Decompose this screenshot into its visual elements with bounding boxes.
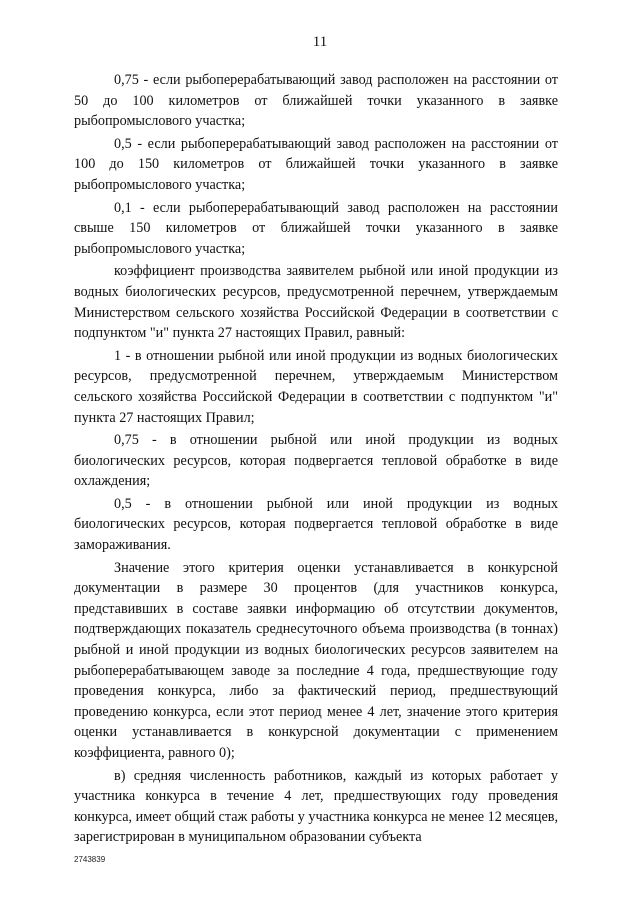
paragraph-production-075: 0,75 - в отношении рыбной или иной продукции из водных биологических ресурсов, которая подвергается тепловой обработке в виде охлаждения; — [74, 432, 558, 490]
paragraph-coefficient-05: 0,5 - если рыбоперерабатывающий завод расположен на расстоянии от 100 до 150 километров от ближайшей точки указанного в заявке рыбопромыслового участка; — [74, 135, 558, 193]
paragraph-production-coefficient: коэффициент производства заявителем рыбной или иной продукции из водных биологических ресурсов, предусмотренной перечнем, утверждаемым Министерством сельского хозяйства Российской Федерации в соответствии с подпунктом "и" пункта 27 настоящих Правил, равный: — [74, 263, 558, 342]
document-body — [74, 70, 558, 850]
paragraph-production-1: 1 - в отношении рыбной или иной продукции из водных биологических ресурсов, предусмотренной перечнем, утверждаемым Министерством сельского хозяйства Российской Федерации в соответствии с подпунктом "и" пункта 27 настоящих Правил; — [74, 347, 558, 426]
paragraph-item-v: в) средняя численность работников, каждый из которых работает у участника конкурса в течение 4 лет, предшествующих году проведения конкурса, имеет общий стаж работы у участника конкурса не менее 12 месяцев, зарегистрирован в муниципальном образовании субъекта — [74, 767, 558, 846]
page-number: 11 — [312, 34, 328, 50]
paragraph-coefficient-075: 0,75 - если рыбоперерабатывающий завод расположен на расстоянии от 50 до 100 километров от ближайшей точки указанного в заявке рыбопромыслового участка; — [74, 72, 558, 130]
paragraph-criterion-value: Значение этого критерия оценки устанавливается в конкурсной документации в размере 30 процентов (для участников конкурса, представивших в составе заявки информацию об отсутствии документов, подтверждающих показатель среднесуточного объема производства (в тоннах) рыбной и иной продукции из водных биологических ресурсов заявителем на рыбоперерабатывающем заводе за последние 4 года, предшествующие году проведения конкурса, либо за фактический период, предшествующий проведению конкурса, если этот период менее 4 лет, значение этого критерия оценки устанавливается в конкурсной документации с применением коэффициента, равного 0); — [74, 559, 558, 761]
document-id: 2743839 — [74, 855, 106, 864]
paragraph-production-05: 0,5 - в отношении рыбной или иной продукции из водных биологических ресурсов, которая подвергается тепловой обработке в виде замораживания. — [74, 495, 558, 554]
paragraph-coefficient-01: 0,1 - если рыбоперерабатывающий завод расположен на расстоянии свыше 150 километров от ближайшей точки указанного в заявке рыбопромыслового участка; — [74, 199, 558, 257]
